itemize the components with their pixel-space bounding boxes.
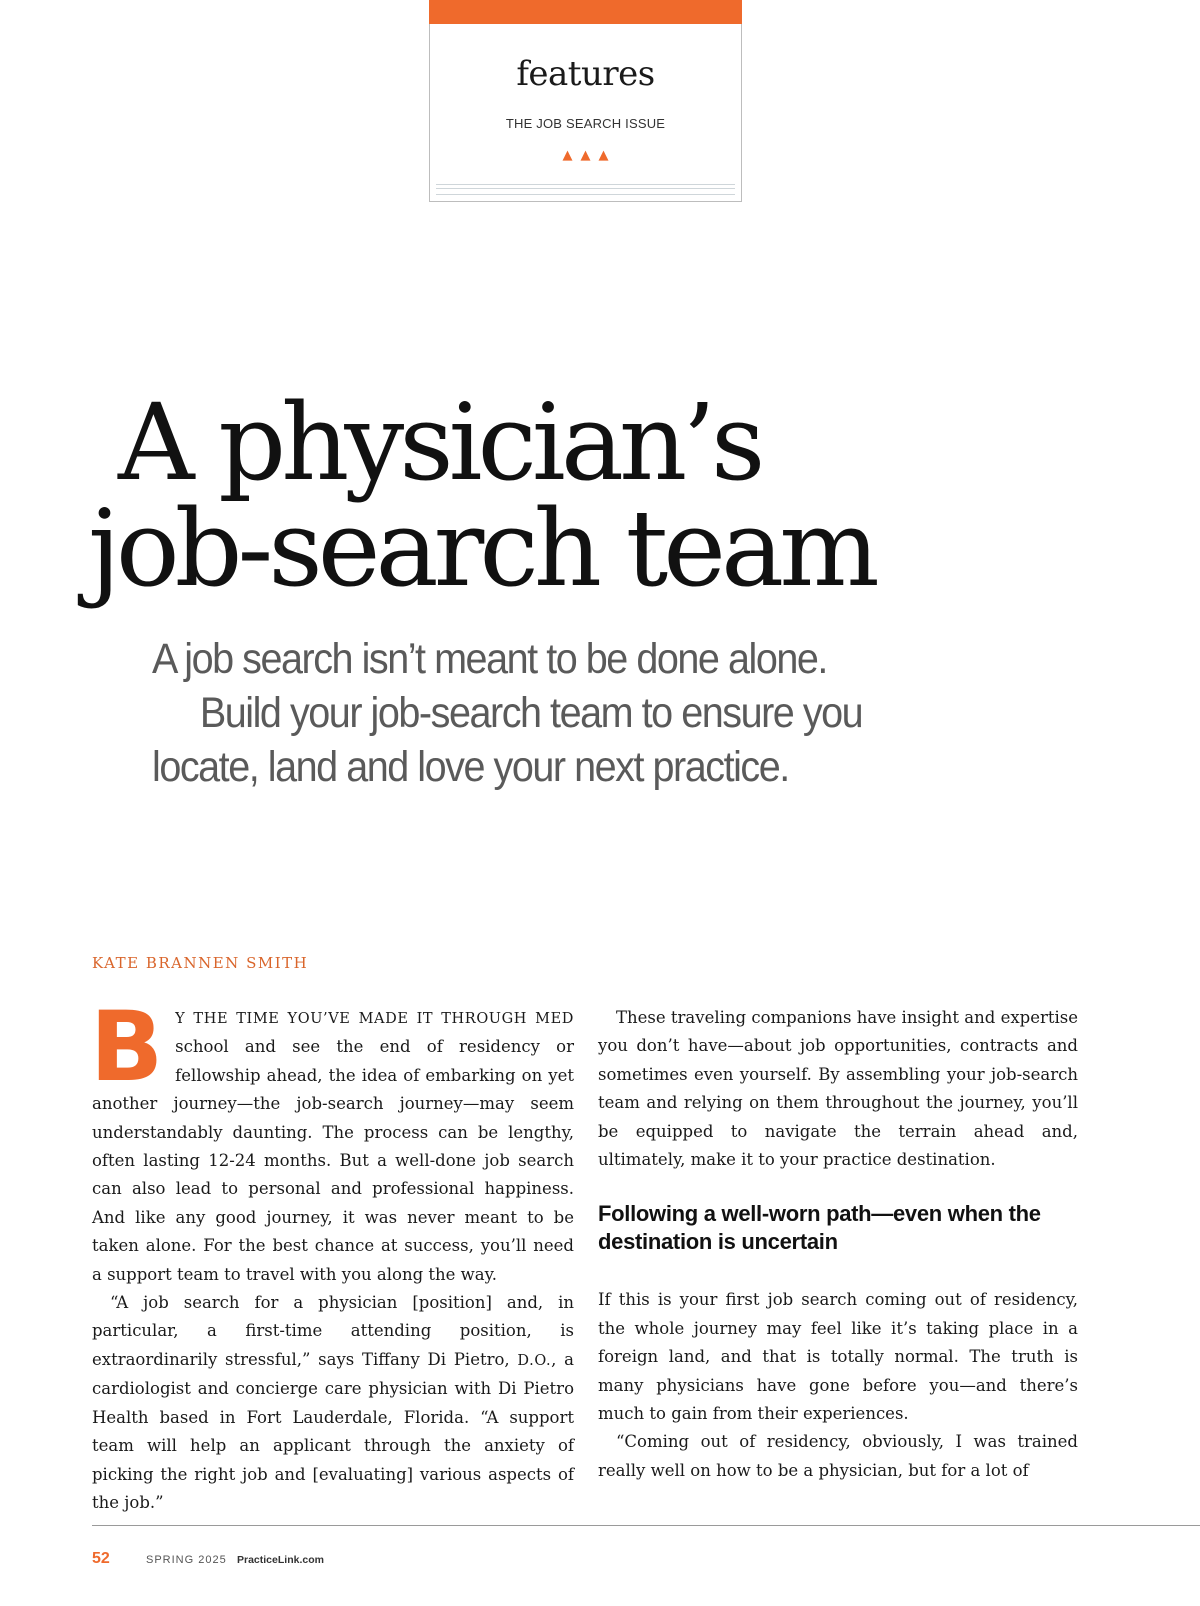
byline: KATE BRANNEN SMITH <box>92 954 309 972</box>
body-column-right <box>598 1004 1078 1485</box>
issue-label: THE JOB SEARCH ISSUE <box>505 116 666 131</box>
paragraph-1-text: school and see the end of residency or fellowship ahead, the idea of embarking on yet another journey—the job-search journey—may seem understandably daunting. The process can be lengthy, often lasting 12-24 months. But a well-done job search can also lead to personal and professional happiness. And like any good journey, it was never meant to be taken alone. For the best chance at success, you’ll need a support team to travel with you along the way. <box>92 1037 574 1284</box>
issue-date: SPRING 2025 <box>146 1554 227 1566</box>
deck-line-2: Build your job-search team to ensure you <box>199 689 863 737</box>
section-tab-accent-bar <box>429 0 742 24</box>
footer-rule <box>92 1525 1200 1526</box>
paragraph-2-text-b: , a cardiologist and concierge care physician with Di Pietro Health based in Fort Lauderdale, Florida. “A support team will help an applicant through the anxiety of picking the right job and [evaluating] various aspects of the job.” <box>92 1349 575 1512</box>
article-deck <box>152 632 980 794</box>
paragraph-2-text-a: “A job search for a physician [position] and, in particular, a first-time attending position, is extraordinarily stressful,” says Tiffany Di Pietro, <box>92 1293 574 1369</box>
lead-in-smallcaps: Y THE TIME YOU’VE MADE IT THROUGH MED <box>175 1011 574 1027</box>
paragraph-3: These traveling companions have insight and expertise you don’t have—about job opportunities, contracts and sometimes even yourself. By assembling your job-search team and relying on them throughout the journey, you’ll be equipped to navigate the terrain ahead and, ultimately, make it to your practice destination. <box>598 1008 1078 1170</box>
paragraph-1 <box>90 991 574 1289</box>
page-number: 52 <box>92 1550 110 1567</box>
paragraph-4: If this is your first job search coming out of residency, the whole journey may feel like it’s taking place in a foreign land, and that is totally normal. The truth is many physicians have gone before you—and there’s much to gain from their experiences. <box>598 1290 1078 1424</box>
triangle-ornament-icon: ▲▲▲ <box>562 148 617 163</box>
headline-line-1: A physician’s <box>118 381 761 504</box>
paragraph-5: “Coming out of residency, obviously, I was trained really well on how to be a physician, but for a lot of <box>598 1432 1078 1480</box>
headline-line-2: job-search team <box>88 487 875 610</box>
tab-rule-lines <box>436 184 735 195</box>
section-tab <box>429 0 742 202</box>
site-name: PracticeLink.com <box>237 1554 324 1566</box>
section-subhead: Following a well-worn path—even when the destination is uncertain <box>598 1201 1041 1255</box>
paragraph-2 <box>92 1289 574 1517</box>
deck-line-1: A job search isn’t meant to be done alone. <box>152 635 827 683</box>
body-column-left <box>90 991 575 1517</box>
section-title: features <box>516 54 655 94</box>
deck-line-3: locate, land and love your next practice. <box>152 743 789 791</box>
credential: D.O. <box>517 1352 552 1369</box>
drop-cap: B <box>90 991 164 1103</box>
article-headline <box>88 381 1088 610</box>
